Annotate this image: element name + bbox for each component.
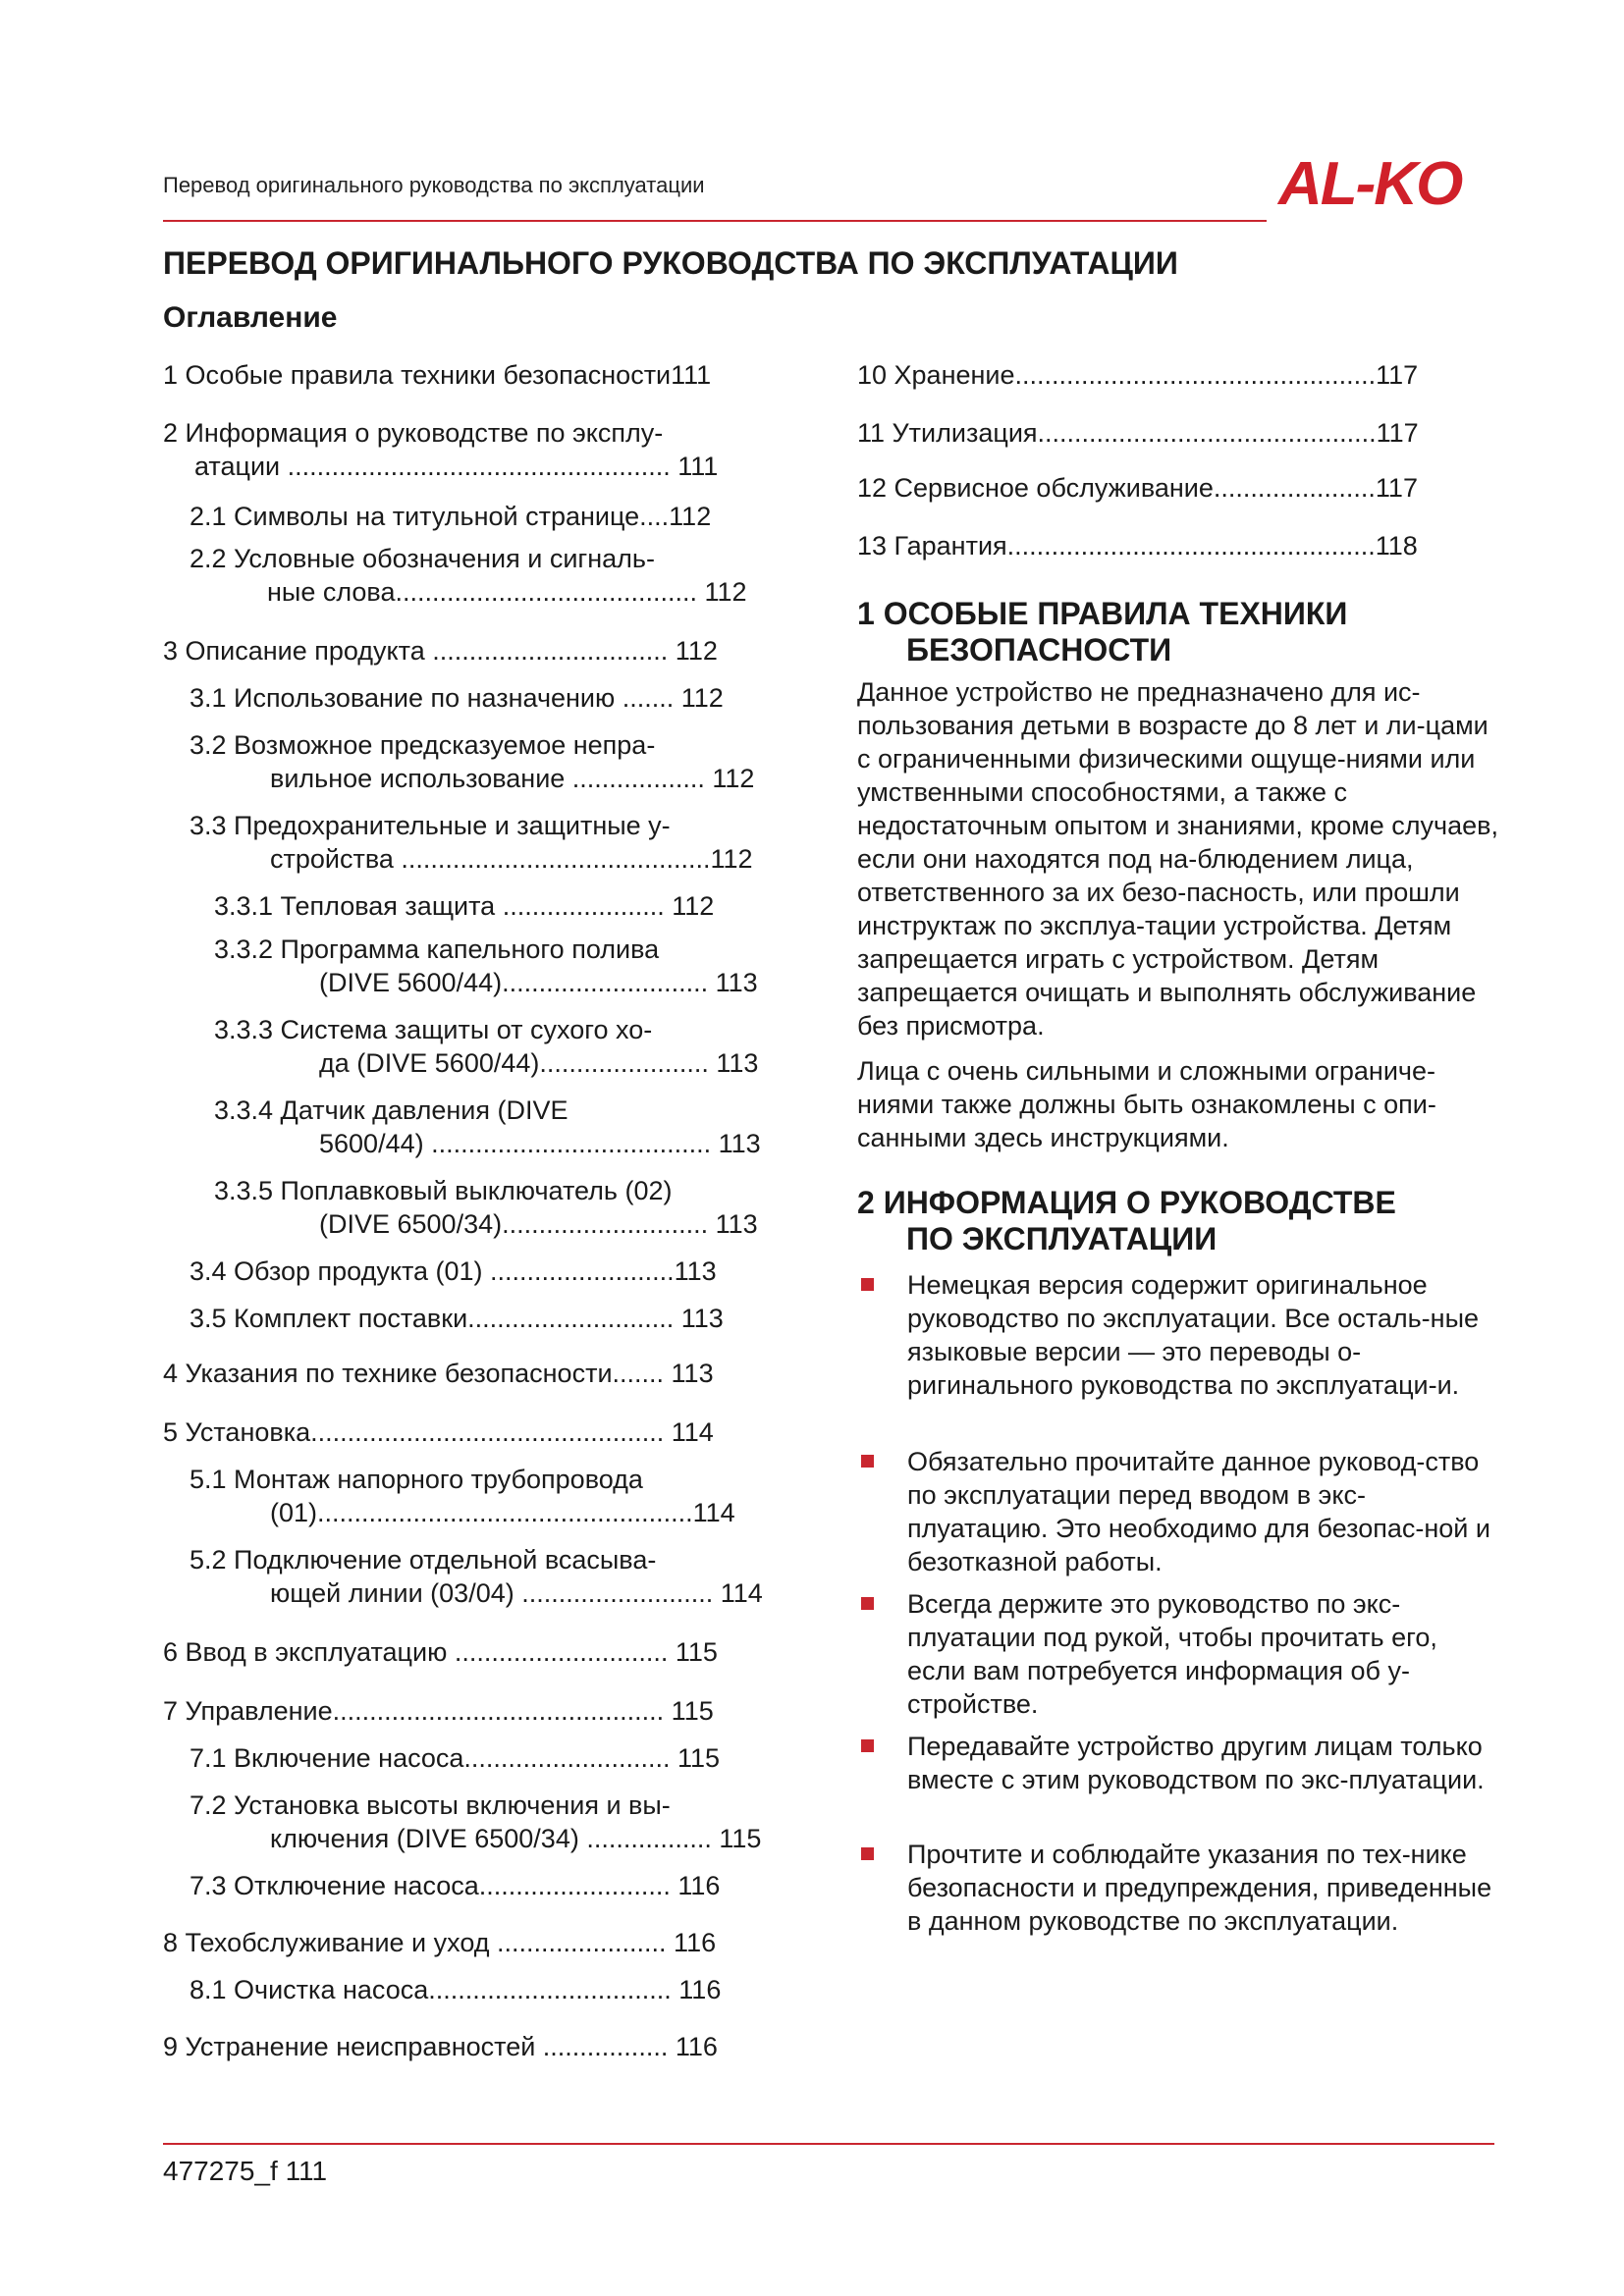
toc-entry[interactable]: 3.1 Использование по назначению ....... 112 (189, 683, 724, 713)
toc-entry[interactable]: 7.2 Установка высоты включения и вы- ключения (DIVE 6500/34) ................. 115 (189, 1790, 762, 1853)
toc-entry[interactable]: 5.2 Подключение отдельной всасыва- ющей линии (03/04) .......................... 114 (189, 1545, 763, 1608)
toc-entry[interactable]: 3.2 Возможное предсказуемое непра- вильное использование .................. 112 (189, 730, 755, 793)
toc-entry[interactable]: 3.5 Комплект поставки............................ 113 (189, 1304, 724, 1333)
header-divider (163, 220, 1267, 222)
toc-entry[interactable]: 7.1 Включение насоса............................ 115 (189, 1743, 721, 1773)
bullet-text: Всегда держите это руководство по экс-плуатации под рукой, чтобы прочитать его, если вам потребуется информация об у-стройстве. (907, 1589, 1437, 1719)
bullet-marker (861, 1597, 874, 1610)
toc-entry[interactable]: 5 Установка................................................ 114 (163, 1417, 714, 1447)
toc-entry[interactable]: 3.3.1 Тепловая защита ...................... 112 (214, 891, 715, 921)
toc-entry[interactable]: 12 Сервисное обслуживание......................117 (857, 473, 1418, 503)
toc-entry[interactable]: 7 Управление............................................. 115 (163, 1696, 714, 1726)
toc-entry[interactable]: 2.1 Символы на титульной странице....112 (189, 502, 712, 531)
toc-entry[interactable]: 8.1 Очистка насоса................................. 116 (189, 1975, 722, 2004)
toc-entry[interactable]: 6 Ввод в эксплуатацию ............................. 115 (163, 1637, 718, 1667)
toc-entry[interactable]: 10 Хранение.................................................117 (857, 360, 1419, 390)
toc-entry[interactable]: 3.3.5 Поплавковый выключатель (02) (DIVE 6500/34)............................ 113 (214, 1176, 758, 1239)
bullet-text: Передавайте устройство другим лицам только вместе с этим руководством по экс-плуатации. (907, 1732, 1485, 1794)
section-2-heading: 2 ИНФОРМАЦИЯ О РУКОВОДСТВЕ ПО ЭКСПЛУАТАЦИИ (857, 1185, 1396, 1256)
bullet-marker (861, 1847, 874, 1860)
bullet-marker (861, 1739, 874, 1752)
bullet-text: Немецкая версия содержит оригинальное руководство по эксплуатации. Все осталь-ные языковые версии — это переводы о-ригинального руководства по эксплуатаци-и. (907, 1270, 1479, 1400)
toc-entry[interactable]: 3.3.4 Датчик давления (DIVE 5600/44) ...................................... 113 (214, 1095, 761, 1158)
toc-entry[interactable]: 9 Устранение неисправностей ................. 116 (163, 2032, 718, 2061)
toc-entry[interactable]: 3 Описание продукта ................................ 112 (163, 636, 718, 666)
toc-entry[interactable]: 3.3.3 Система защиты от сухого хо- да (DIVE 5600/44)....................... 113 (214, 1015, 759, 1078)
toc-heading: Оглавление (163, 301, 338, 334)
footer-doc-number: 477275_f 111 (163, 2156, 328, 2186)
bullet-marker (861, 1278, 874, 1291)
toc-entry[interactable]: 5.1 Монтаж напорного трубопровода (01)...................................................114 (189, 1465, 735, 1527)
toc-entry[interactable]: 8 Техобслуживание и уход ....................... 116 (163, 1928, 717, 1957)
bullet-marker (861, 1455, 874, 1468)
section-1-paragraph: Данное устройство не предназначено для ис-пользования детьми в возрасте до 8 лет и ли-цами с ограниченными физическими ощуще-ниями или умственными способностями, а также с недостаточным опытом и знаниями, кроме случаев, если они находятся под на-блюдением лица, ответственного за их безо-пасность, или прошли инструктаж по эксплуа-тации устройства. Детям запрещается играть с устройством. Детям запрещается очищать и выполнять обслуживание без присмотра. (857, 677, 1498, 1041)
toc-entry[interactable]: 13 Гарантия..................................................118 (857, 531, 1418, 561)
toc-entry[interactable]: 3.3.2 Программа капельного полива (DIVE 5600/44)............................ 113 (214, 934, 758, 997)
toc-entry[interactable]: 3.4 Обзор продукта (01) .........................113 (189, 1256, 717, 1286)
section-1-heading: 1 ОСОБЫЕ ПРАВИЛА ТЕХНИКИ БЕЗОПАСНОСТИ (857, 596, 1348, 667)
toc-entry[interactable]: 7.3 Отключение насоса.......................... 116 (189, 1871, 721, 1900)
toc-entry[interactable]: 2.2 Условные обозначения и сигналь- ные слова......................................... 112 (189, 544, 747, 607)
bullet-text: Прочтите и соблюдайте указания по тех-нике безопасности и предупреждения, приведенные в данном руководстве по эксплуатации. (907, 1840, 1492, 1936)
toc-entry[interactable]: 1 Особые правила техники безопасности111 (163, 360, 712, 390)
footer-divider (163, 2143, 1494, 2145)
toc-entry[interactable]: 4 Указания по технике безопасности....... 113 (163, 1359, 714, 1388)
toc-entry[interactable]: 3.3 Предохранительные и защитные у- стройства ..........................................112 (189, 811, 753, 874)
alko-logo: AL-KO (1278, 150, 1462, 218)
toc-entry[interactable]: 2 Информация о руководстве по эксплу- атации .................................................... 111 (163, 418, 719, 481)
toc-entry[interactable]: 11 Утилизация..............................................117 (857, 418, 1419, 448)
section-1-paragraph: Лица с очень сильными и сложными ограниче-ниями также должны быть ознакомлены с опи-санными здесь инструкциями. (857, 1056, 1436, 1152)
bullet-text: Обязательно прочитайте данное руковод-ство по эксплуатации перед вводом в экс-плуатацию. Это необходимо для безопас-ной и безотказной работы. (907, 1447, 1490, 1576)
running-header: Перевод оригинального руководства по эксплуатации (163, 173, 705, 197)
document-title: ПЕРЕВОД ОРИГИНАЛЬНОГО РУКОВОДСТВА ПО ЭКСПЛУАТАЦИИ (163, 245, 1178, 281)
